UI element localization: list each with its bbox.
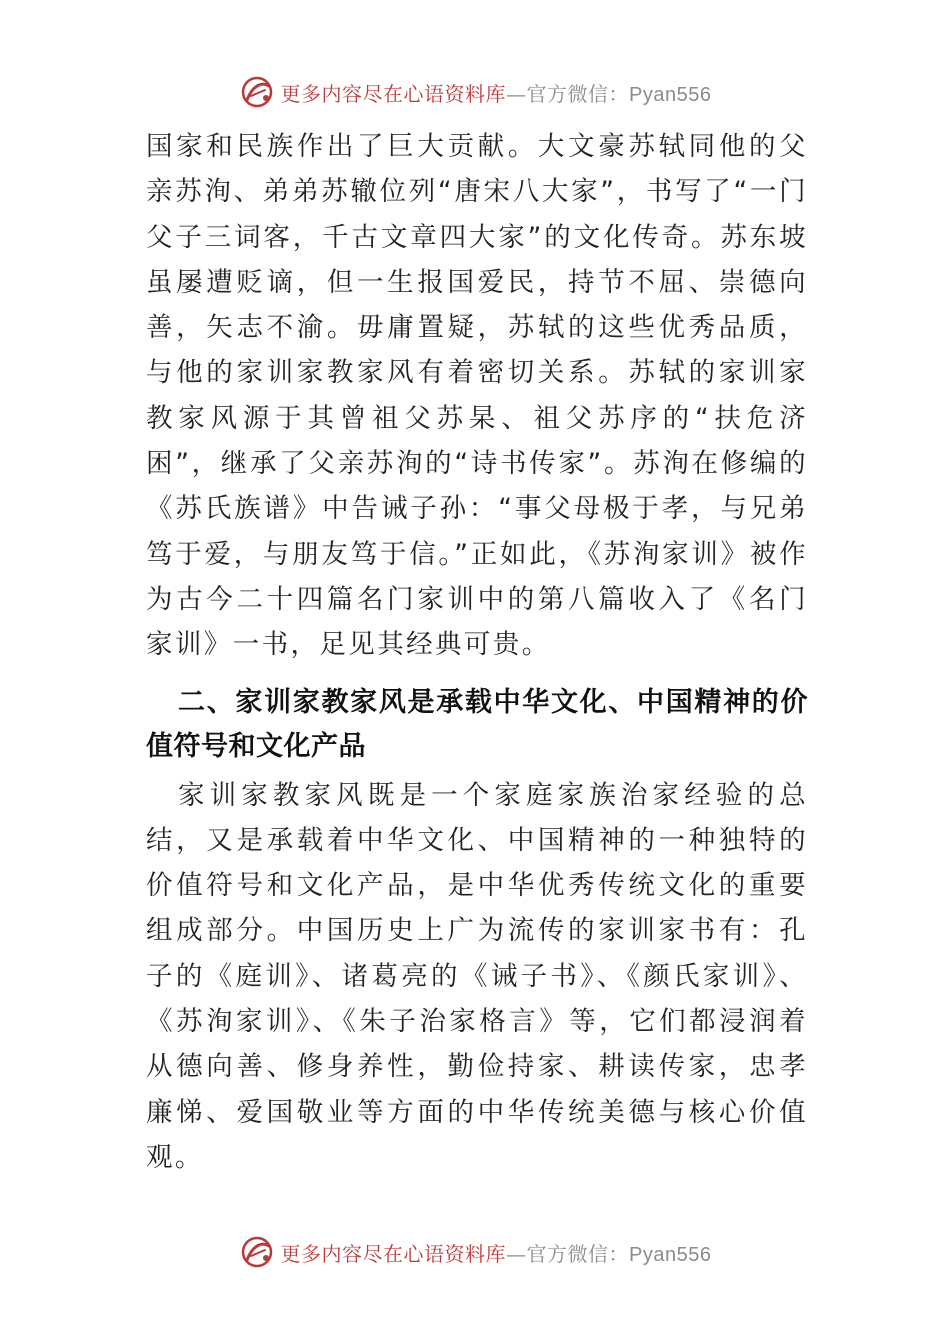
body-paragraph-2: 家训家教家风既是一个家庭家族治家经验的总结，又是承载着中华文化、中国精神的一种独特的价值符号和文化产品，是中华优秀传统文化的重要组成部分。中国历史上广为流传的家训家书有：孔子的《庭训》、诸葛亮的《诫子书》、《颜氏家训》、《苏洵家训》、《朱子治家格言》等，它们都浸润着从德向善、修身养性，勤俭持家、耕读传家，忠孝廉悌、爱国敬业等方面的中华传统美德与核心价值观。: [146, 779, 808, 1173]
banner-wechat-id: Pyan556: [629, 83, 712, 106]
banner-tail-text: —官方微信：: [506, 1241, 630, 1266]
banner-lead-text: 更多内容尽在心语资料库: [280, 81, 507, 106]
body-paragraph-1: 国家和民族作出了巨大贡献。大文豪苏轼同他的父亲苏洵、弟弟苏辙位列“唐宋八大家”，书写了“一门父子三词客，千古文章四大家”的文化传奇。苏东坡虽屡遭贬谪，但一生报国爱民，持节不屈、崇德向善，矢志不渝。毋庸置疑，苏轼的这些优秀品质，与他的家训家教家风有着密切关系。苏轼的家训家教家风源于其曾祖父苏杲、祖父苏序的“扶危济困”，继承了父亲苏洵的“诗书传家”。苏洵在修编的《苏氏族谱》中告诫子孙：“事父母极于孝，与兄弟笃于爱，与朋友笃于信。”正如此，《苏洵家训》被作为古今二十四篇名门家训中的第八篇收入了《名门家训》一书，足见其经典可贵。: [146, 131, 808, 661]
banner-text: [281, 1238, 712, 1267]
banner-lead-text: 更多内容尽在心语资料库: [280, 1241, 507, 1266]
document-body: [146, 124, 808, 1180]
seal-logo-icon: [239, 1234, 275, 1270]
footer-watermark-banner: [0, 1230, 950, 1274]
seal-logo-icon: [239, 74, 275, 110]
banner-wechat-id: Pyan556: [629, 1243, 712, 1266]
header-watermark-banner: [0, 70, 950, 114]
banner-text: [281, 78, 712, 107]
section-heading-2: 二、家训家教家风是承载中华文化、中国精神的价值符号和文化产品: [146, 686, 808, 762]
banner-tail-text: —官方微信：: [506, 81, 630, 106]
